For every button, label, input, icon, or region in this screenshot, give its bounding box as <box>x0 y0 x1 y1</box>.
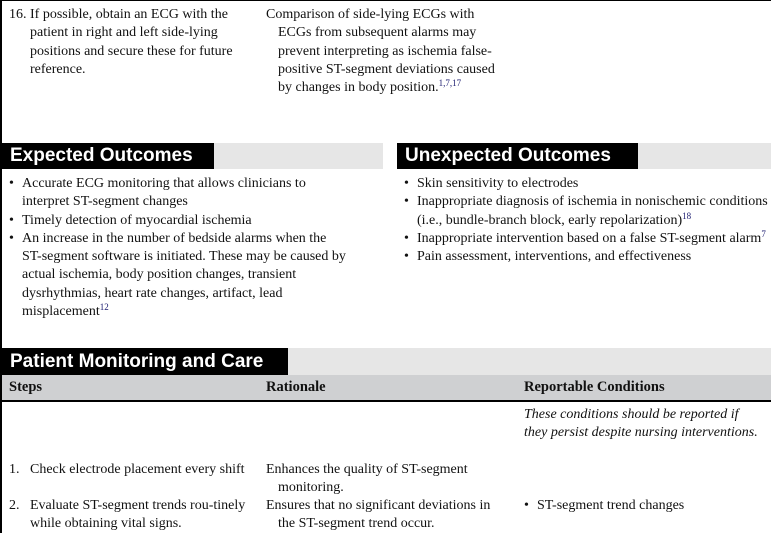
reference-superscript: 7 <box>761 228 766 239</box>
expected-outcomes-list <box>7 175 347 321</box>
list-item: • Inappropriate intervention based on a false ST-segment alarm$^7$ <box>402 230 770 248</box>
step-16-rationale <box>266 6 510 97</box>
step-text: Check electrode placement every shift <box>30 462 245 477</box>
list-item: • Timely detection of myocardial ischemia <box>7 212 347 230</box>
step-number: 1. <box>9 462 20 477</box>
reference-superscript: 12 <box>99 302 109 313</box>
column-header-reportable: Reportable Conditions <box>524 379 665 395</box>
step-number: 16. <box>9 7 27 22</box>
expected-outcomes-header <box>2 143 383 169</box>
step-16 <box>9 6 249 79</box>
table-header <box>2 375 771 402</box>
reference-superscript: 1,7,17 <box>438 78 462 89</box>
table-row <box>9 461 249 479</box>
section-title: Patient Monitoring and Care <box>2 348 288 375</box>
row-rationale: Ensures that no significant deviations in the ST-segment trend occur. <box>266 498 491 532</box>
table-row <box>9 497 249 533</box>
column-header-steps: Steps <box>9 379 43 395</box>
unexpected-outcomes-list <box>402 175 770 266</box>
reportable-list <box>522 497 762 515</box>
unexpected-outcomes-header <box>397 143 771 169</box>
step-number: 2. <box>9 498 20 513</box>
section-title: Expected Outcomes <box>2 143 214 169</box>
list-item: • ST-segment trend changes <box>522 497 762 515</box>
step-text: If possible, obtain an ECG with the patient in right and left side-lying positions and secure these for future reference. <box>30 7 233 77</box>
reportable-note: These conditions should be reported if they persist despite nursing interventions. <box>524 407 758 441</box>
top-rule <box>0 0 771 1</box>
list-item: • Inappropriate diagnosis of ischemia in nonischemic conditions (i.e., bundle-branch block, early repolarization)$^{18}$ <box>402 193 770 230</box>
row-rationale: Enhances the quality of ST-segment monitoring. <box>266 462 468 496</box>
rationale-text: Comparison of side-lying ECGs with ECGs from subsequent alarms may prevent interpreting as ischemia false-positive ST-segment deviations caused by changes in body position. <box>266 7 495 96</box>
column-header-rationale: Rationale <box>266 379 326 395</box>
section-title: Unexpected Outcomes <box>397 143 638 169</box>
reference-superscript: 18 <box>682 210 692 221</box>
list-item: • Skin sensitivity to electrodes <box>402 175 770 193</box>
list-item: • An increase in the number of bedside alarms when the ST-segment software is initiated. These may be caused by actual ischemia, body position changes, transient dysrhythmias, heart rate changes, artifact, lead misplacement$^{12}$ <box>7 230 347 321</box>
list-item: • Pain assessment, interventions, and effectiveness <box>402 248 770 266</box>
left-border <box>0 0 2 533</box>
step-text: Evaluate ST-segment trends rou-tinely while obtaining vital signs. <box>30 498 246 532</box>
list-item: • Accurate ECG monitoring that allows clinicians to interpret ST-segment changes <box>7 175 347 212</box>
monitoring-header <box>2 348 771 375</box>
